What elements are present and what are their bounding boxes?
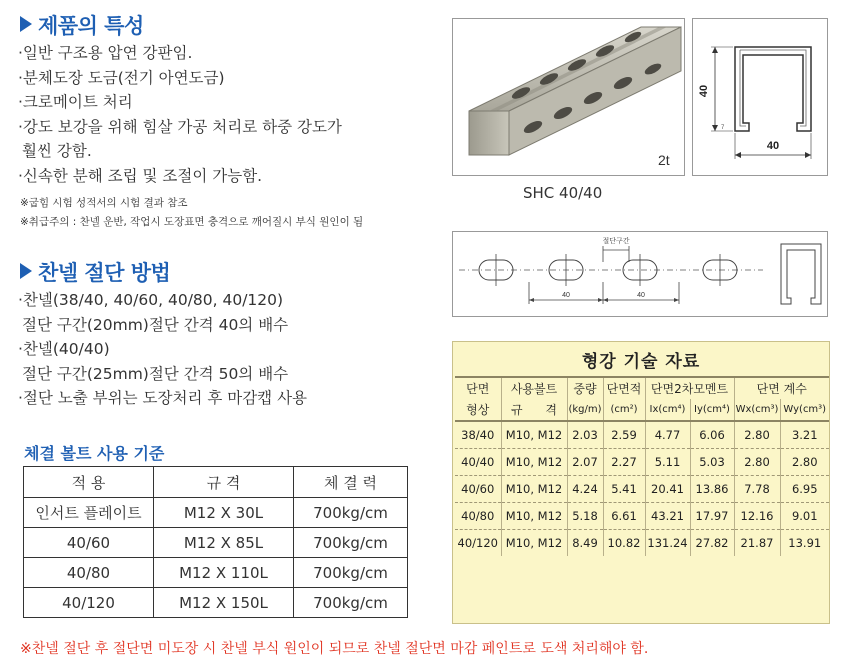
triangle-bullet-icon bbox=[20, 263, 32, 279]
table-cell: 40/80 bbox=[455, 502, 501, 529]
cutting-title-text: 찬넬 절단 방법 bbox=[38, 261, 171, 285]
cutting-list bbox=[18, 288, 307, 411]
table-header-row bbox=[24, 467, 408, 498]
table-cell: M10, M12 bbox=[501, 475, 567, 502]
spec-table bbox=[455, 376, 829, 556]
dim-height: 40 bbox=[698, 84, 710, 98]
column-header: 단면 bbox=[455, 377, 501, 399]
dim-width: 40 bbox=[766, 140, 780, 152]
table-cell: 13.86 bbox=[690, 475, 734, 502]
bolt-table-title: 체결 볼트 사용 기준 bbox=[24, 444, 165, 463]
cross-section-drawing bbox=[692, 18, 828, 176]
cutting-item: ·찬넬(38/40, 40/60, 40/80, 40/120) bbox=[18, 291, 284, 309]
table-cell: M12 X 85L bbox=[154, 528, 294, 558]
column-header: 중량 bbox=[567, 377, 603, 399]
column-header: Wx(cm³) bbox=[734, 399, 780, 421]
table-cell: M10, M12 bbox=[501, 448, 567, 475]
table-cell: 40/120 bbox=[24, 588, 154, 618]
table-cell: 7.78 bbox=[734, 475, 780, 502]
table-cell: 인서트 플레이트 bbox=[24, 498, 154, 528]
table-cell: 2.27 bbox=[603, 448, 645, 475]
column-header: Ix(cm⁴) bbox=[645, 399, 690, 421]
cutting-item: ·찬넬(40/40) bbox=[18, 340, 110, 358]
table-cell: 5.03 bbox=[690, 448, 734, 475]
column-header: (cm²) bbox=[603, 399, 645, 421]
table-cell: M12 X 30L bbox=[154, 498, 294, 528]
feature-item: ·신속한 분해 조립 및 조절이 가능함. bbox=[18, 166, 263, 185]
table-cell: 21.87 bbox=[734, 529, 780, 556]
cutting-title bbox=[20, 257, 170, 287]
spec-table-title: 형강 기술 자료 bbox=[581, 352, 701, 372]
features-title-text: 제품의 특성 bbox=[38, 14, 144, 38]
column-header: 체 결 력 bbox=[294, 467, 408, 498]
table-cell: 700kg/cm bbox=[294, 558, 408, 588]
table-cell: M10, M12 bbox=[501, 421, 567, 448]
table-cell: 5.18 bbox=[567, 502, 603, 529]
table-cell: M12 X 150L bbox=[154, 588, 294, 618]
feature-item: ·일반 구조용 압연 강판임. bbox=[18, 44, 193, 62]
table-cell: 3.21 bbox=[780, 421, 829, 448]
column-header: 적 용 bbox=[24, 467, 154, 498]
table-cell: 6.61 bbox=[603, 502, 645, 529]
spec-table-panel bbox=[452, 341, 830, 624]
bolt-table bbox=[23, 466, 408, 618]
table-cell: 5.41 bbox=[603, 475, 645, 502]
table-cell: 2.80 bbox=[734, 448, 780, 475]
table-row bbox=[24, 588, 408, 618]
table-cell: 700kg/cm bbox=[294, 588, 408, 618]
feature-item: 훨씬 강함. bbox=[22, 142, 92, 160]
table-cell: 13.91 bbox=[780, 529, 829, 556]
table-cell: M10, M12 bbox=[501, 502, 567, 529]
column-header: 단면2차모멘트 bbox=[645, 377, 734, 399]
feature-item: ·크로메이트 처리 bbox=[18, 93, 133, 111]
table-cell: 40/80 bbox=[24, 558, 154, 588]
table-cell: 700kg/cm bbox=[294, 528, 408, 558]
table-row bbox=[24, 558, 408, 588]
table-cell: 4.77 bbox=[645, 421, 690, 448]
triangle-bullet-icon bbox=[20, 16, 32, 32]
features-title bbox=[20, 10, 144, 40]
table-row bbox=[455, 529, 829, 556]
table-cell: 2.03 bbox=[567, 421, 603, 448]
table-cell: 27.82 bbox=[690, 529, 734, 556]
channel-3d-icon bbox=[453, 19, 684, 175]
cut-dim-1: 40 bbox=[562, 292, 570, 299]
column-header: 단면적 bbox=[603, 377, 645, 399]
drawing-caption: SHC 40/40 bbox=[523, 184, 603, 202]
features-list bbox=[18, 41, 342, 188]
features-notes bbox=[20, 194, 363, 232]
channel-3d-drawing bbox=[452, 18, 685, 176]
cutting-diagram-icon bbox=[453, 232, 827, 316]
cutting-item: 절단 구간(25mm)절단 간격 50의 배수 bbox=[22, 364, 289, 383]
footnote-warning: ※찬넬 절단 후 절단면 미도장 시 찬넬 부식 원인이 되므로 찬넬 절단면 마감 페인트로 도색 처리해야 함. bbox=[20, 641, 649, 657]
table-row bbox=[24, 528, 408, 558]
table-row bbox=[455, 448, 829, 475]
cut-section-label: 절단구간 bbox=[602, 238, 630, 245]
table-cell: 8.49 bbox=[567, 529, 603, 556]
table-row bbox=[24, 498, 408, 528]
table-cell: 9.01 bbox=[780, 502, 829, 529]
column-header: (kg/m) bbox=[567, 399, 603, 421]
table-cell: 6.06 bbox=[690, 421, 734, 448]
table-cell: 2.80 bbox=[780, 448, 829, 475]
table-cell: 2.80 bbox=[734, 421, 780, 448]
table-cell: 2.59 bbox=[603, 421, 645, 448]
table-cell: 40/60 bbox=[24, 528, 154, 558]
table-cell: 700kg/cm bbox=[294, 498, 408, 528]
table-cell: 131.24 bbox=[645, 529, 690, 556]
dim-small: 7 bbox=[721, 125, 725, 131]
table-cell: 40/40 bbox=[455, 448, 501, 475]
thickness-label: 2t bbox=[658, 152, 670, 168]
feature-item: ·강도 보강을 위해 힘살 가공 처리로 하중 강도가 bbox=[18, 117, 342, 136]
table-cell: M12 X 110L bbox=[154, 558, 294, 588]
spec-header-row bbox=[455, 399, 829, 421]
cross-section-icon bbox=[693, 19, 827, 175]
table-cell: 20.41 bbox=[645, 475, 690, 502]
table-cell: 43.21 bbox=[645, 502, 690, 529]
table-cell: 4.24 bbox=[567, 475, 603, 502]
column-header: 규 격 bbox=[501, 399, 567, 421]
column-header: Wy(cm³) bbox=[783, 404, 827, 415]
cut-dim-2: 40 bbox=[637, 292, 645, 299]
cutting-diagram bbox=[452, 231, 828, 317]
table-row bbox=[455, 502, 829, 529]
column-header: 사용볼트 bbox=[501, 377, 567, 399]
table-cell: 17.97 bbox=[690, 502, 734, 529]
column-header: 단면 계수 bbox=[734, 377, 829, 399]
table-cell: 38/40 bbox=[455, 421, 501, 448]
table-cell: M10, M12 bbox=[501, 529, 567, 556]
feature-item: ·분체도장 도금(전기 아연도금) bbox=[18, 68, 225, 87]
table-cell: 40/60 bbox=[455, 475, 501, 502]
table-cell: 12.16 bbox=[734, 502, 780, 529]
table-cell: 6.95 bbox=[780, 475, 829, 502]
table-cell: 2.07 bbox=[567, 448, 603, 475]
cutting-item: 절단 구간(20mm)절단 간격 40의 배수 bbox=[22, 315, 289, 334]
column-header: 형상 bbox=[455, 399, 501, 421]
table-row bbox=[455, 475, 829, 502]
table-cell: 10.82 bbox=[603, 529, 645, 556]
table-cell: 40/120 bbox=[455, 529, 501, 556]
note-item: ※굽힘 시험 성적서의 시험 결과 참조 bbox=[20, 197, 188, 209]
cutting-item: ·절단 노출 부위는 도장처리 후 마감캡 사용 bbox=[18, 389, 308, 407]
table-row bbox=[455, 421, 829, 448]
column-header: Iy(cm⁴) bbox=[690, 399, 734, 421]
note-item: ※취급주의 : 찬넬 운반, 작업시 도장표면 충격으로 깨어질시 부식 원인이 됨 bbox=[20, 216, 364, 228]
table-cell: 5.11 bbox=[645, 448, 690, 475]
column-header: 규 격 bbox=[154, 467, 294, 498]
spec-header-row bbox=[455, 377, 829, 399]
